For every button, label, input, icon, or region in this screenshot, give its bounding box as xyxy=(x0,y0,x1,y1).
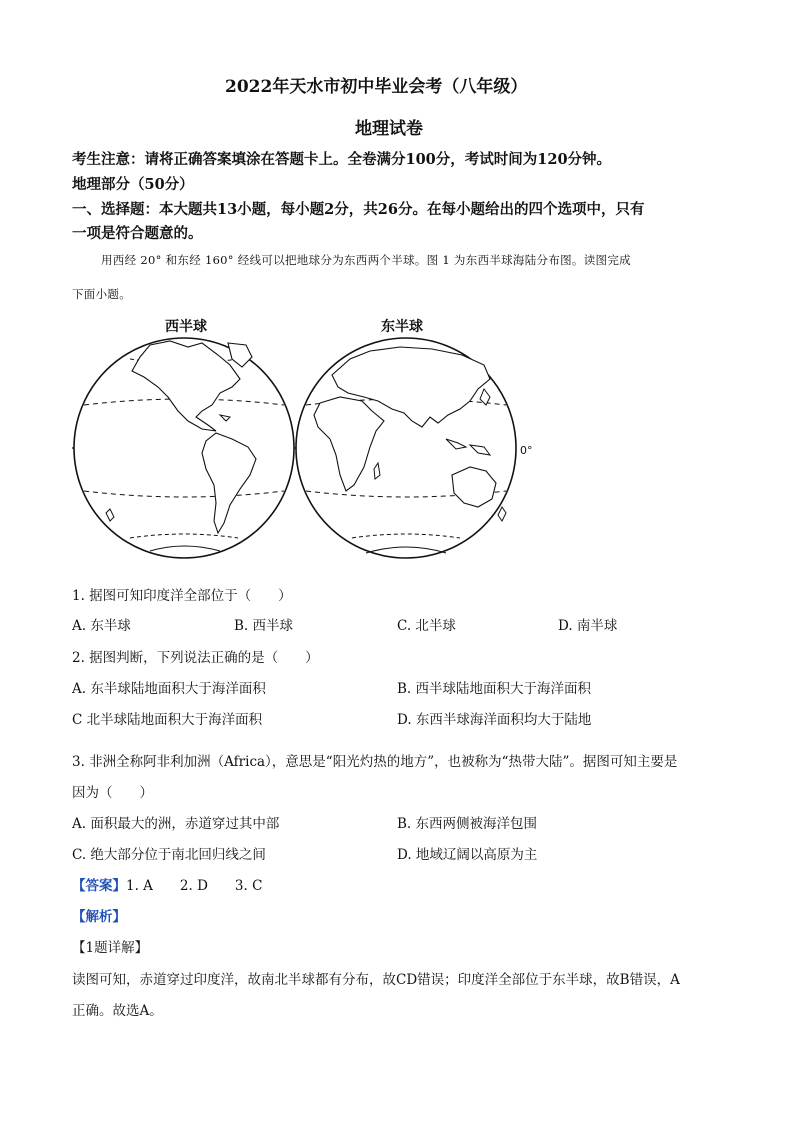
hemispheres-map xyxy=(70,335,550,570)
question-2-stem: 2. 据图判断，下列说法正确的是（ ） xyxy=(72,650,319,666)
answer-values: 1. A 2. D 3. C xyxy=(126,878,263,894)
q2-option-c[interactable]: C 北半球陆地面积大于海洋面积 xyxy=(72,712,263,728)
answer-line xyxy=(72,874,262,894)
q1-option-b[interactable]: B. 西半球 xyxy=(234,618,294,634)
question-1-stem: 1. 据图可知印度洋全部位于（ ） xyxy=(72,588,292,604)
q2-option-a[interactable]: A. 东半球陆地面积大于海洋面积 xyxy=(72,681,266,697)
answer-tag: 【答案】 xyxy=(72,878,126,894)
part-heading: 地理部分（50分） xyxy=(72,176,194,193)
east-hemisphere xyxy=(296,338,516,558)
q3-option-d[interactable]: D. 地域辽阔以高原为主 xyxy=(397,847,538,863)
detail-tag: 【1题详解】 xyxy=(72,940,149,956)
q1-option-d[interactable]: D. 南半球 xyxy=(558,618,618,634)
detail-line1: 读图可知，赤道穿过印度洋，故南北半球都有分布，故CD错误；印度洋全部位于东半球，故B错误，A xyxy=(72,972,680,988)
exam-subtitle: 地理试卷 xyxy=(355,119,423,139)
detail-line2: 正确。故选A。 xyxy=(72,1003,163,1019)
q1-option-c[interactable]: C. 北半球 xyxy=(397,618,456,634)
exam-title: 2022年天水市初中毕业会考（八年级） xyxy=(225,77,528,97)
q2-option-d[interactable]: D. 东西半球海洋面积均大于陆地 xyxy=(397,712,592,728)
question-3-stem-line1: 3. 非洲全称阿非利加洲（Africa），意思是“阳光灼热的地方”，也被称为“热带大陆”。据图可知主要是 xyxy=(72,754,678,770)
exam-notice: 考生注意：请将正确答案填涂在答题卡上。全卷满分100分，考试时间为120分钟。 xyxy=(72,151,612,168)
q3-option-c[interactable]: C. 绝大部分位于南北回归线之间 xyxy=(72,847,266,863)
q3-option-a[interactable]: A. 面积最大的洲，赤道穿过其中部 xyxy=(72,816,280,832)
q3-option-b[interactable]: B. 东西两侧被海洋包围 xyxy=(397,816,538,832)
analysis-tag: 【解析】 xyxy=(72,909,126,925)
west-hemisphere xyxy=(74,338,294,558)
west-hemisphere-label: 西半球 xyxy=(165,319,207,335)
intro-line2: 下面小题。 xyxy=(72,287,131,301)
east-hemisphere-label: 东半球 xyxy=(381,319,423,335)
question-3-stem-line2: 因为（ ） xyxy=(72,785,153,801)
intro-line1: 用西经 20° 和东经 160° 经线可以把地球分为东西两个半球。图 1 为东西半球海陆分布图。读图完成 xyxy=(101,253,631,267)
section-heading-line2: 一项是符合题意的。 xyxy=(72,225,203,242)
q2-option-b[interactable]: B. 西半球陆地面积大于海洋面积 xyxy=(397,681,592,697)
q1-option-a[interactable]: A. 东半球 xyxy=(72,618,131,634)
section-heading-line1: 一、选择题：本大题共13小题，每小题2分，共26分。在每小题给出的四个选项中，只有 xyxy=(72,201,645,218)
equator-label: 0° xyxy=(520,444,533,457)
